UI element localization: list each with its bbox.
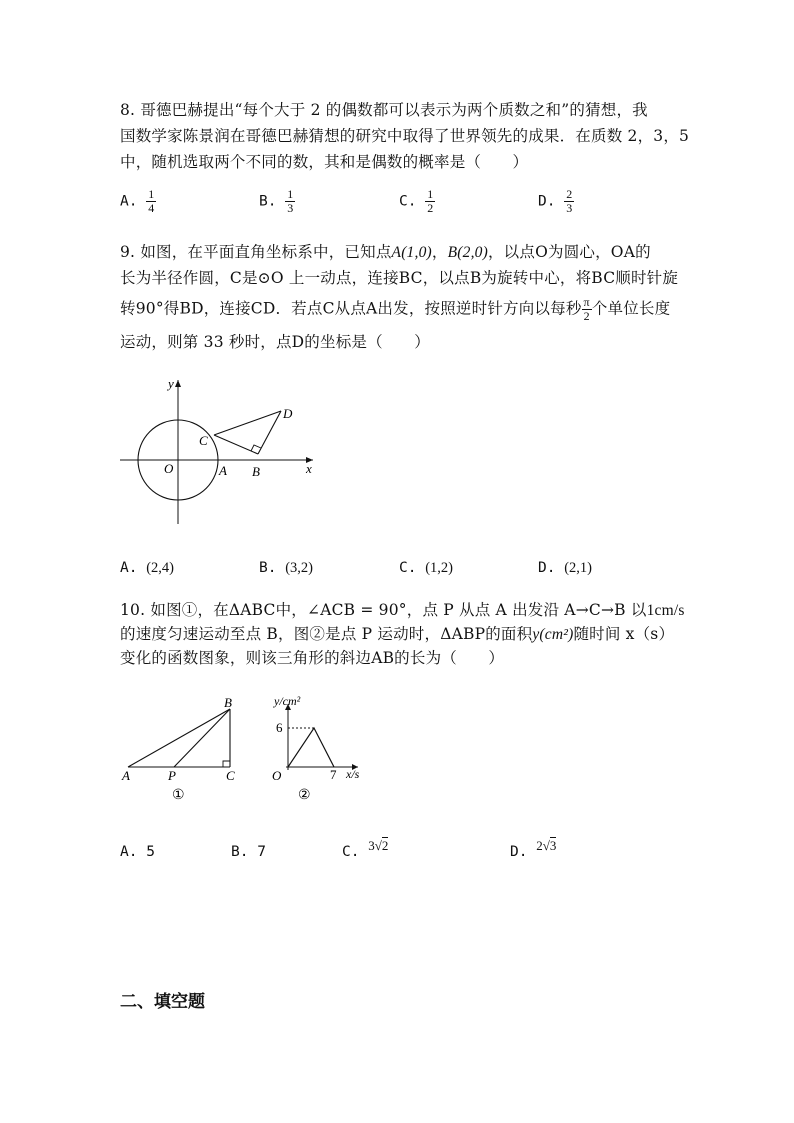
q10-line-2 — [120, 622, 674, 644]
o-label: O — [272, 768, 282, 783]
fraction — [285, 188, 295, 215]
q8-line-1: 8. 哥德巴赫提出“每个大于 2 的偶数都可以表示为两个质数之和”的猜想，我 — [120, 101, 648, 119]
q9-option-d[interactable] — [538, 560, 592, 577]
numerator: 2 — [566, 187, 573, 201]
q10-option-d[interactable] — [510, 838, 557, 860]
segment-pb — [174, 709, 230, 767]
option-label: A. — [120, 193, 138, 210]
q9-text: 转90°得BD，连接CD．若点C从点A出发，按照逆时针方向以每秒 — [120, 299, 582, 318]
segment-ab — [128, 709, 230, 767]
option-label: D. — [510, 844, 528, 860]
q10-line-1 — [120, 598, 685, 620]
tick-7: 7 — [330, 767, 337, 782]
segment-cd — [214, 411, 281, 435]
q9-text: 个单位长度 — [591, 299, 671, 318]
option-label: C. — [399, 560, 417, 576]
q10-figure-1 — [118, 692, 248, 804]
a-label: A — [122, 768, 130, 783]
option-value: 5 — [146, 844, 155, 860]
o-label: O — [164, 461, 174, 476]
q9-option-a[interactable] — [120, 560, 174, 577]
numerator: 1 — [427, 187, 434, 201]
q9-text: ，以点O为圆心，OA的 — [487, 243, 651, 261]
q8-option-a[interactable] — [120, 188, 156, 215]
option-value: (2,1) — [564, 560, 592, 576]
q8-option-c[interactable] — [399, 188, 435, 215]
point-a-coord: A(1,0) — [391, 244, 432, 261]
speed-fraction — [582, 296, 592, 323]
option-label: A. — [120, 844, 138, 860]
option-label: B. — [259, 560, 277, 576]
coefficient: 3 — [368, 838, 375, 853]
p-label: P — [168, 768, 176, 783]
option-label: D. — [538, 193, 556, 210]
q9-text: 9. 如图，在平面直角坐标系中，已知点 — [120, 243, 392, 261]
radicand: 2 — [381, 838, 389, 853]
tick-6: 6 — [276, 720, 283, 735]
x-axis-label: x/s — [346, 767, 360, 781]
a-label: A — [219, 463, 227, 478]
d-label: D — [283, 406, 293, 421]
option-label: B. — [259, 193, 277, 210]
b-label: B — [224, 695, 232, 710]
graph-line — [288, 728, 334, 767]
option-value: (2,4) — [146, 560, 174, 576]
area-unit: y(cm²) — [532, 626, 574, 643]
denominator: 2 — [583, 309, 590, 323]
q10-text: 10. 如图①，在ΔABC中，∠ACB = 90°，点 P 从点 A 出发沿 A→C→B 以 — [120, 601, 647, 619]
figure-caption: ① — [172, 788, 185, 803]
q9-option-c[interactable] — [399, 560, 453, 577]
sqrt-symbol: √ — [542, 838, 550, 853]
separator: ， — [431, 243, 448, 261]
q8-line-3: 中，随机选取两个不同的数，其和是偶数的概率是（ ） — [120, 153, 529, 171]
x-label: x — [306, 461, 312, 476]
denominator: 2 — [427, 201, 434, 215]
q10-line-3: 变化的函数图象，则该三角形的斜边AB的长为（ ） — [120, 649, 505, 667]
option-value: (3,2) — [285, 560, 313, 576]
q9-line-2: 长为半径作圆，C是⊙O 上一动点，连接BC，以点B为旋转中心，将BC顺时针旋 — [120, 269, 679, 287]
denominator: 3 — [287, 201, 294, 215]
figure-caption: ② — [298, 788, 311, 803]
y-label: y — [168, 376, 174, 391]
fraction — [564, 188, 574, 215]
q10-figure-2 — [262, 692, 372, 804]
denominator: 3 — [566, 201, 573, 215]
rate-unit: 1cm/s — [646, 602, 685, 619]
q9-line-4: 运动，则第 33 秒时，点D的坐标是（ ） — [120, 333, 430, 351]
numerator: 1 — [287, 187, 294, 201]
denominator: 4 — [148, 201, 155, 215]
fraction — [146, 188, 156, 215]
radical-expression — [368, 838, 388, 853]
option-label: B. — [231, 844, 249, 860]
q8-option-d[interactable] — [538, 188, 574, 215]
option-label: A. — [120, 560, 138, 576]
radicand: 3 — [549, 838, 557, 853]
numerator: π — [583, 295, 590, 309]
numerator: 1 — [148, 187, 155, 201]
option-value: (1,2) — [425, 560, 453, 576]
q9-option-b[interactable] — [259, 560, 313, 577]
q9-line-3 — [120, 296, 670, 323]
b-label: B — [252, 464, 260, 479]
q10-text: 的速度匀速运动至点 B，图②是点 P 运动时，ΔABP的面积 — [120, 625, 533, 643]
right-angle-mark — [223, 761, 230, 767]
option-label: D. — [538, 560, 556, 576]
section-title: 二、填空题 — [120, 992, 205, 1012]
q8-line-2: 国数学家陈景润在哥德巴赫猜想的研究中取得了世界领先的成果．在质数 2，3，5 — [120, 127, 690, 145]
fraction — [425, 188, 435, 215]
sqrt-symbol: √ — [374, 838, 382, 853]
y-arrow — [175, 380, 181, 387]
q10-option-b[interactable] — [231, 844, 266, 860]
option-label: C. — [399, 193, 417, 210]
option-value: 7 — [257, 844, 266, 860]
y-axis-label: y/cm² — [274, 694, 301, 708]
coefficient: 2 — [536, 838, 543, 853]
q10-option-c[interactable] — [342, 838, 389, 860]
option-label: C. — [342, 844, 360, 860]
q8-option-b[interactable] — [259, 188, 295, 215]
q9-figure — [115, 372, 325, 532]
q10-option-a[interactable] — [120, 844, 155, 860]
q10-text: 随时间 x（s） — [573, 625, 675, 643]
q9-line-1 — [120, 240, 651, 262]
c-label: C — [199, 433, 208, 448]
radical-expression — [536, 838, 556, 853]
c-label: C — [226, 768, 235, 783]
point-b-coord: B(2,0) — [447, 244, 488, 261]
